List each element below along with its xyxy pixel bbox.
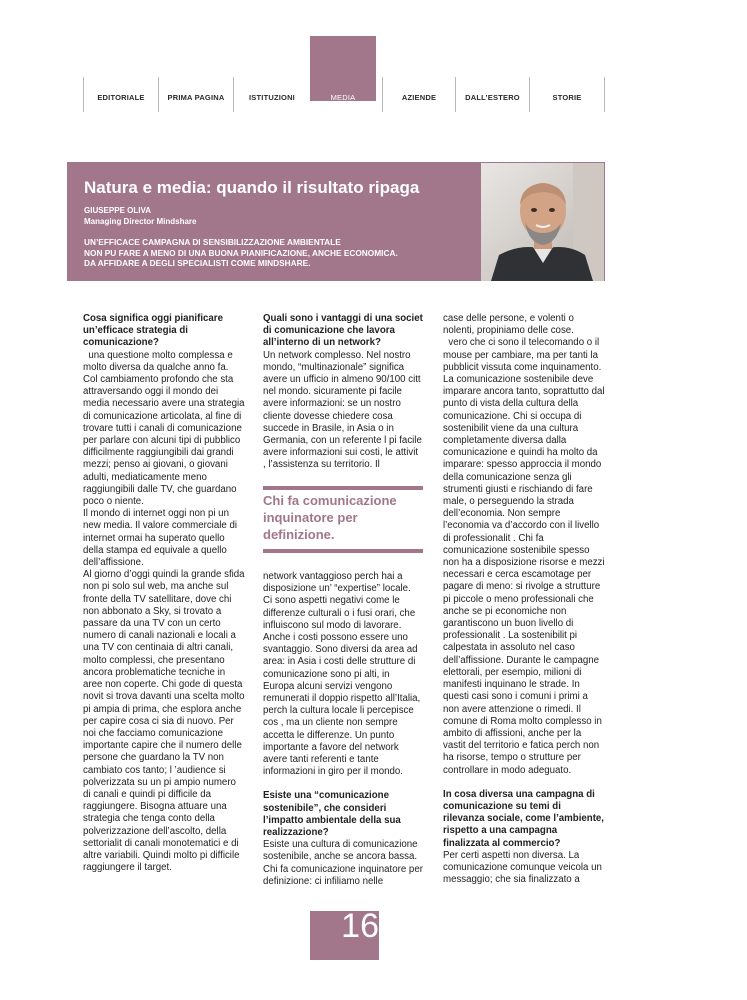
nav-item-dall-estero[interactable]: DALL’ESTERO [455,77,529,112]
author-block [84,205,196,227]
interview-question: Cosa significa oggi pianificare un’efficace strategia di comunicazione? [83,313,223,349]
article-column-1 [83,313,246,874]
pull-quote-rule-bottom [263,549,423,553]
page-number: 16 [341,907,379,945]
author-role: Managing Director Mindshare [84,217,197,226]
pull-quote: Chi fa comunicazione inquinatore per definizione. [263,493,397,542]
spacer [443,777,605,789]
paragraph: Un network complesso. Nel nostro mondo, “multinazionale” significa avere un ufficio in almeno 90/100 citt nel mondo. sicuramente pi facile avere informazioni: se un nostro cliente dovesse chiedere cosa succede in Brasile, in Asia o in Germania, con un referente l pi facile avere informazioni sui costi, le attivit , l’assistenza su territorio. Il [263,349,422,471]
paragraph: Al giorno d’oggi quindi la grande sfida non pi solo sul web, ma anche sul fronte della TV satellitare, dove chi non abbonato a Sky, si trovato a passare da una TV con un certo numero di canali nazionali e locali a una TV con centinaia di altri canali, molto complessi, che presentano ancora problematiche tecniche in aree non coperte. Chi gode di questa novit si trova davanti una scelta molto pi ampia di prima, che esplora anche per capire cosa ci sia di nuovo. Per noi che facciamo comunicazione importante capire che il numero delle persone che guardano la TV non cambiato cos tanto; l ’audience si polverizzata su un pi ampio numero di canali e quindi pi difficile da raggiungere. Bisogna attuare una strategia che tenga conto della polverizzazione dell’ascolto, della settorialit di canali monotematici e di altre variabili. Quindi molto pi difficile raggiungere il target. [83,569,245,874]
paragraph: una questione molto complessa e molto diversa da qualche anno fa. [83,349,233,373]
paragraph: vero che ci sono il telecomando o il mouse per cambiare, ma per tanti la pubblicit vissuta come inquinamento. La comunicazione sostenibile deve imparare ancora tanto, soprattutto dal punto di vista della cultura della comunicazione. Chi si occupa di sostenibilit viene da una cultura completamente diversa dalla comunicazione e quindi ha molto da imparare: spesso approccia il mondo della comunicazione senza gli strumenti giusti e rischiando di fare male, o perseguendo la strada dell’economia. Non sempre l’economia va d’accordo con il livello di professionalit . Chi fa comunicazione sostenibile spesso non ha a disposizione risorse e mezzi necessari e cerca escamotage per pagare di meno: si rivolge a strutture pi piccole o meno professionali che anche se pi economiche non garantiscono un buon livello di professionalit . La sostenibilit pi calpestata in assoluto nel caso dell’affissione. Durante le campagne elettorali, per esempio, milioni di manifesti inquinano le strade. In questi casi sono i comuni i primi a non avere attenzione o rimedi. Il comune di Roma molto complesso in ambito di affissioni, anche per la vastit del territorio e fatica perch non ha risorse, tempo o strutture per controllare in modo adeguato. [443,337,605,776]
lead-line: UN’EFFICACE CAMPAGNA DI SENSIBILIZZAZIONE AMBIENTALE [84,237,341,247]
author-photo [481,163,604,281]
paragraph: Per certi aspetti non diversa. La comunicazione comunque veicola un messaggio; che sia finalizzato a [443,849,602,886]
paragraph: Col cambiamento profondo che sta attraversando oggi il mondo dei media necessario avere una strategia di comunicazione articolata, al fine di trovare tutti i canali di comunicazione per parlare con alcuni tipi di pubblico difficilmente raggiungibili dai grandi mezzi; penso ai giovani, o giovani adulti, mediaticamente meno raggiungibili dalle TV, che guardano poco o niente. [83,374,245,508]
article-column-3 [443,313,605,886]
interview-question: Quali sono i vantaggi di una societ di comunicazione che lavora all’interno di un network? [263,313,423,349]
nav-item-media[interactable]: MEDIA [330,93,356,102]
nav-item-storie[interactable]: STORIE [529,77,605,112]
section-navigation [83,77,605,112]
article-column-2-top [263,313,423,472]
article-column-2-bottom [263,571,423,888]
nav-item-prima-pagina[interactable]: PRIMA PAGINA [158,77,233,112]
author-name: GIUSEPPE OLIVA [84,206,151,215]
paragraph: Esiste una cultura di comunicazione sostenibile, anche se ancora bassa. Chi fa comunicazione inquinatore per definizione: ci infiliamo nelle [263,839,423,887]
paragraph: Il mondo di internet oggi non pi un new media. Il valore commerciale di internet ormai ha superato quello della stampa ed equivale a quello dell’affissione. [83,508,237,569]
pull-quote-rule-top [263,486,423,490]
paragraph: Anche i costi possono essere uno svantaggio. Sono diversi da area ad area: in Asia i costi delle strutture di comunicazione sono pi alti, in Europa alcuni servizi vengono remunerati il doppio rispetto all’Italia, perch la cultura locale li percepisce cos , ma un cliente non sempre accetta le differenze. Un punto importante a favore del network avere tanti referenti e tante informazioni in giro per il mondo. [263,632,421,778]
spacer [263,778,423,790]
lead-line: NON PU FARE A MENO DI UNA BUONA PIANIFICAZIONE, ANCHE ECONOMICA. [84,247,398,258]
interview-question: Esiste una “comunicazione sostenibile”, che consideri l’impatto ambientale della sua realizzazione? [263,790,401,839]
paragraph: case delle persone, e volenti o nolenti, propiniamo delle cose. [443,313,574,337]
nav-item-aziende[interactable]: AZIENDE [382,77,455,112]
nav-item-istituzioni[interactable]: ISTITUZIONI [233,77,310,112]
paragraph: Ci sono aspetti negativi come le differenze culturali o i fusi orari, che influiscono sul modo di lavorare. [263,595,416,631]
paragraph: network vantaggioso perch hai a disposizione un’ “expertise” locale. [263,571,411,595]
lead-line: DA AFFIDARE A DEGLI SPECIALISTI COME MINDSHARE. [84,258,311,268]
nav-item-editoriale[interactable]: EDITORIALE [83,77,158,112]
interview-question: In cosa diversa una campagna di comunicazione su temi di rilevanza sociale, come l’ambiente, rispetto a una campagna finalizzata al commercio? [443,788,604,849]
article-title: Natura e media: quando il risultato ripaga [84,178,420,197]
portrait-illustration [481,163,604,281]
article-lead [84,237,474,269]
